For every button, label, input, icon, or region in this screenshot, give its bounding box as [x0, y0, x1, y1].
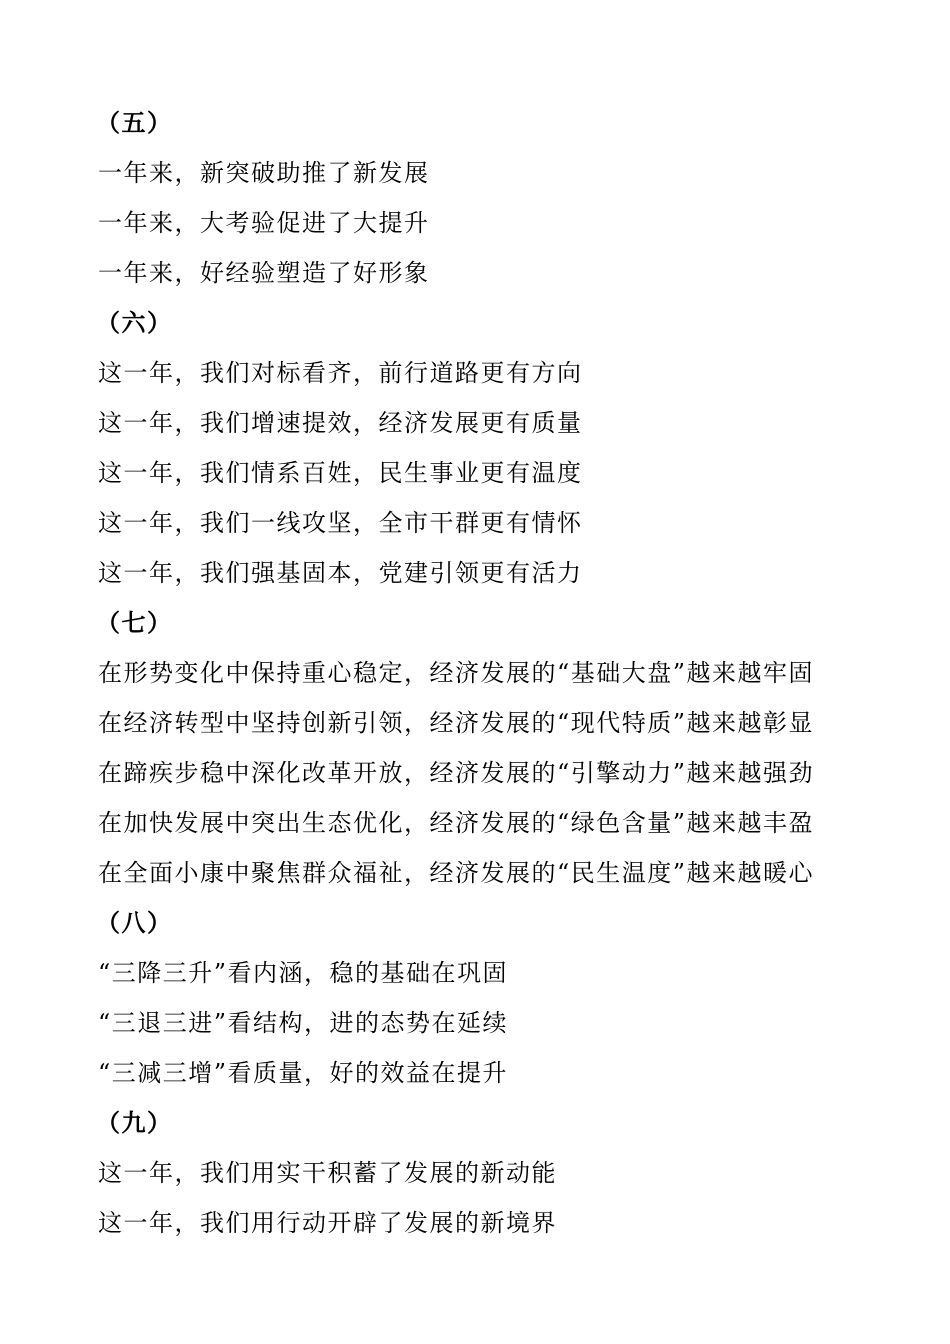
text-line: 在加快发展中突出生态优化，经济发展的“绿色含量”越来越丰盈: [98, 809, 815, 837]
section-heading: （八）: [96, 908, 173, 937]
section-7: [98, 598, 858, 898]
section-9: [98, 1098, 858, 1248]
text-line: 这一年，我们强基固本，党建引领更有活力: [98, 559, 583, 587]
text-line: “三减三增”看质量，好的效益在提升: [98, 1059, 509, 1087]
text-line: “三退三进”看结构，进的态势在延续: [98, 1009, 509, 1037]
text-line: 这一年，我们对标看齐，前行道路更有方向: [98, 359, 583, 387]
text-line: 一年来，大考验促进了大提升: [98, 209, 430, 237]
text-line: 这一年，我们情系百姓，民生事业更有温度: [98, 459, 583, 487]
text-line: 在经济转型中坚持创新引领，经济发展的“现代特质”越来越彰显: [98, 709, 815, 737]
section-heading: （六）: [96, 308, 173, 337]
section-5: [98, 98, 858, 298]
section-6: [98, 298, 858, 598]
text-line: 在全面小康中聚焦群众福祉，经济发展的“民生温度”越来越暖心: [98, 859, 815, 887]
section-8: [98, 898, 858, 1098]
text-line: “三降三升”看内涵，稳的基础在巩固: [98, 959, 509, 987]
section-heading: （七）: [96, 608, 173, 637]
text-line: 一年来，好经验塑造了好形象: [98, 259, 430, 287]
text-line: 在形势变化中保持重心稳定，经济发展的“基础大盘”越来越牢固: [98, 659, 815, 687]
text-line: 一年来，新突破助推了新发展: [98, 159, 430, 187]
section-heading: （九）: [96, 1108, 173, 1137]
text-line: 在蹄疾步稳中深化改革开放，经济发展的“引擎动力”越来越强劲: [98, 759, 815, 787]
document-body: [98, 98, 858, 1248]
text-line: 这一年，我们用实干积蓄了发展的新动能: [98, 1159, 557, 1187]
text-line: 这一年，我们一线攻坚，全市干群更有情怀: [98, 509, 583, 537]
section-heading: （五）: [96, 108, 173, 137]
text-line: 这一年，我们增速提效，经济发展更有质量: [98, 409, 583, 437]
text-line: 这一年，我们用行动开辟了发展的新境界: [98, 1209, 557, 1237]
